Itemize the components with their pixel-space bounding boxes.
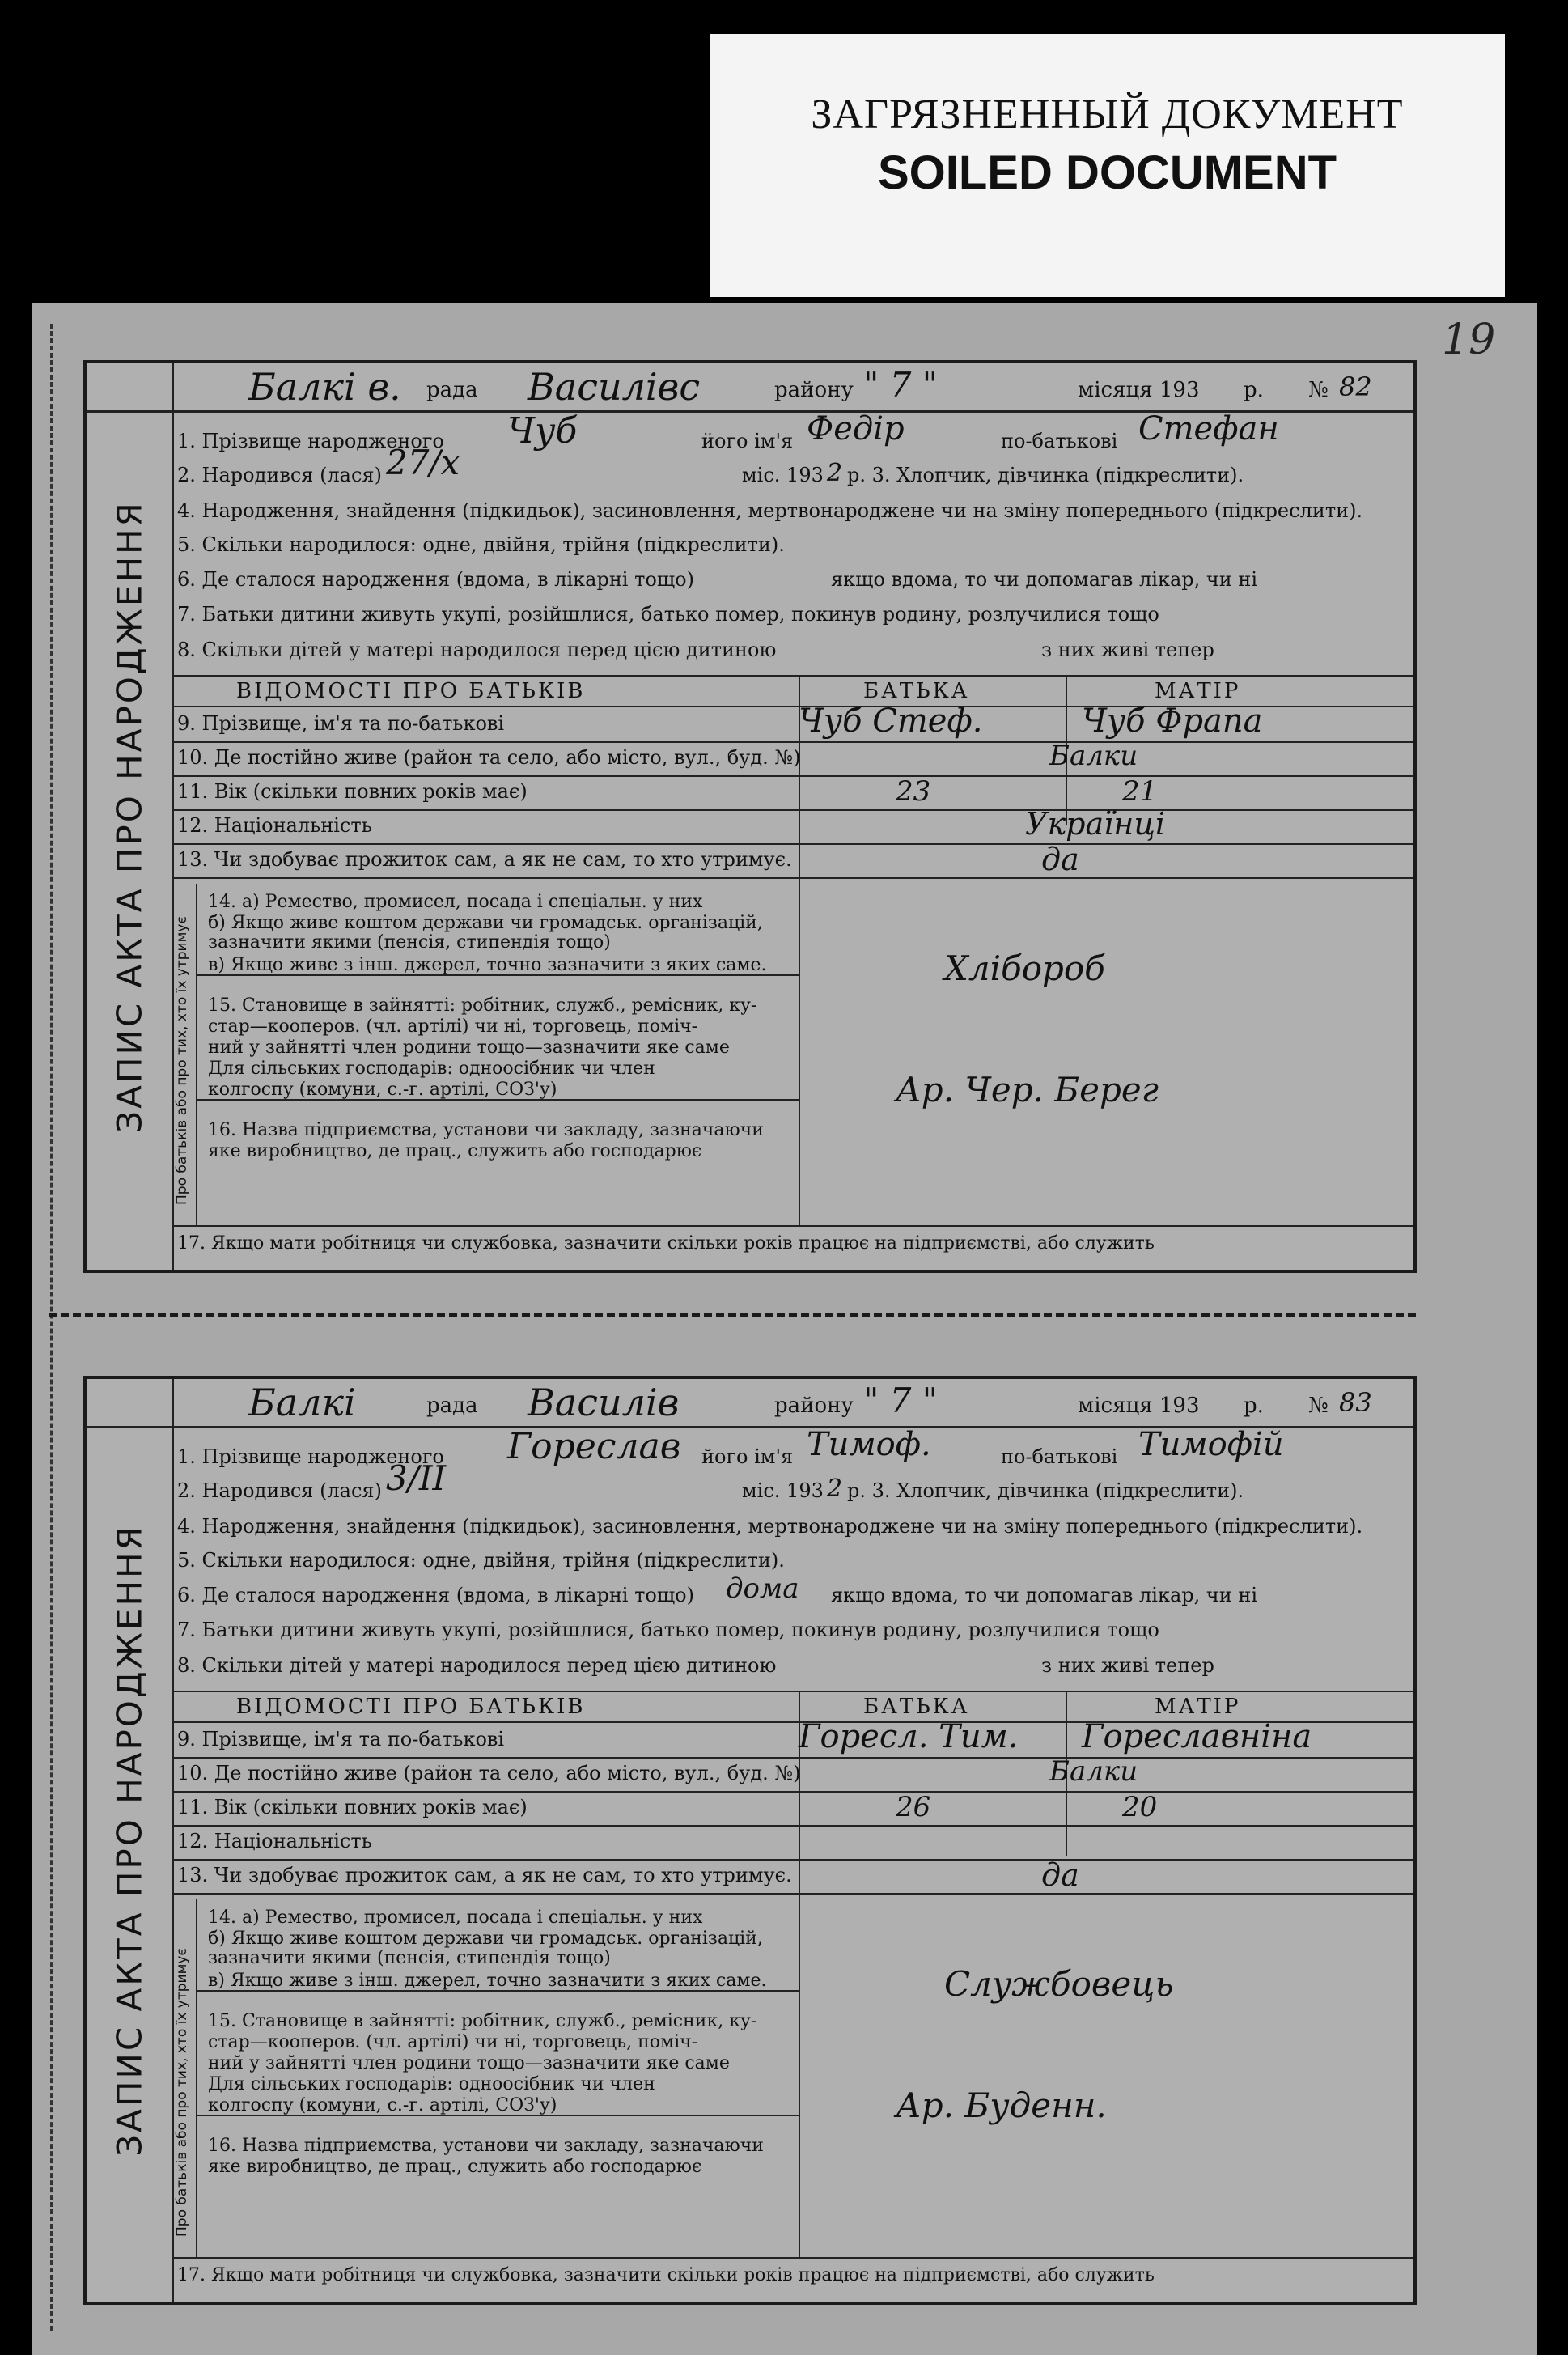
page-number: 19 [1442,316,1496,364]
l16b-label: яке виробництво, де прац., служить або господарює [208,2157,702,2177]
patronymic-value: Тимофій [1138,1426,1284,1463]
side-title-text: ЗАПИС АКТА ПРО НАРОДЖЕННЯ [109,500,149,1133]
l15c-label: ний у зайнятті член родини тощо—зазначити яке саме [208,2053,730,2073]
line-2-label: 2. Народився (лася) [177,464,382,486]
line-17-rule [172,2257,1413,2259]
patronymic-value: Стефан [1138,410,1279,448]
line-6-doctor-label: якщо вдома, то чи допомагав лікар, чи ні [831,568,1258,591]
subside-rule [196,1899,197,2257]
table-top-rule [172,1691,1413,1692]
row-13-rule [172,1893,1413,1895]
line-1-patronymic-label: по-батькові [1001,430,1118,452]
rada-label: рада [426,1394,478,1418]
row-11-label: 11. Вік (скільки повних років має) [177,780,528,803]
raion-number-value: " 7 " [863,1381,939,1420]
birth-record-form-2 [83,1376,1417,2305]
parents-info-header: ВІДОМОСТІ ПРО БАТЬКІВ [236,679,586,703]
row-9-rule [172,1757,1413,1759]
l15a-label: 15. Становище в зайнятті: робітник, служб., ремісник, ку- [208,995,757,1016]
record-number-value: 83 [1339,1387,1372,1418]
raion-label: району [774,1394,854,1418]
l15c-label: ний у зайнятті член родини тощо—зазначити яке саме [208,1037,730,1058]
line-1-name-label: його ім'я [701,1445,794,1468]
row-11-rule [172,809,1413,811]
row-11-label: 11. Вік (скільки повних років має) [177,1796,528,1818]
l14b2-label: зазначити якими (пенсія, стипендія тощо) [208,1948,611,1968]
row-12-rule [172,843,1413,845]
l15a-label: 15. Становище в зайнятті: робітник, служб., ремісник, ку- [208,2011,757,2031]
raion-label: району [774,378,854,402]
line-1-name-label: його ім'я [701,430,794,452]
district-value: Василів [528,1381,680,1424]
line-1-label: 1. Прізвище народженого [177,1445,444,1468]
l15e-label: колгоспу (комуни, с.-г. артілі, СОЗ'у) [208,2095,557,2115]
row-9-label: 9. Прізвище, ім'я та по-батькові [177,1728,505,1750]
line-8-alive-label: з них живі тепер [1041,1654,1214,1677]
line-2-month-label: міс. 193 [742,1479,824,1502]
line-7-label: 7. Батьки дитини живуть укупі, розійшлися, батько помер, покинув родину, розлучилися тощо [177,1619,1159,1641]
cut-line [49,1313,1416,1317]
r-label: р. [1244,378,1264,402]
fold-line-vertical [50,324,53,2331]
l14b-label: б) Якщо живе коштом держави чи громадськ. організацій, [208,913,763,933]
r-label: р. [1244,1394,1264,1418]
line-8-label: 8. Скільки дітей у матері народилося перед цією дитиною [177,639,777,661]
surname-value: Гореслав [507,1426,681,1467]
parents-info-header: ВІДОМОСТІ ПРО БАТЬКІВ [236,1695,586,1719]
district-value: Василівс [528,365,701,409]
row-10-rule [172,1791,1413,1793]
number-label: № [1308,378,1329,402]
line-6-doctor-label: якщо вдома, то чи допомагав лікар, чи ні [831,1584,1258,1606]
l16a-label: 16. Назва підприємства, установи чи закладу, зазначаючи [208,2136,764,2156]
line-1-label: 1. Прізвище народженого [177,430,444,452]
subside-text: Про батьків або про тих, хто їх утримує [174,916,190,1205]
line-6-label: 6. Де сталося народження (вдома, в лікарні тощо) [177,1584,694,1606]
occupation-value: Хлібороб [944,948,1105,988]
row-12-label: 12. Національність [177,1830,372,1852]
mother-name-value: Гореславніна [1082,1718,1312,1755]
raion-number-value: " 7 " [863,365,939,405]
line-2-label: 2. Народився (лася) [177,1479,382,1502]
side-title [87,363,174,1270]
line-2-month-label: міс. 193 [742,464,824,486]
record-number-value: 82 [1339,371,1372,402]
birth-year-digit: 2 [827,459,843,487]
enterprise-value: Ар. Буденн. [896,2086,1107,2125]
l15d-label: Для сільських господарів: одноосібник чи член [208,2074,655,2094]
subside-text: Про батьків або про тих, хто їх утримує [174,1948,190,2237]
number-label: № [1308,1394,1329,1418]
occupation-rule [196,974,799,976]
father-name-value: Горесл. Тим. [799,1718,1019,1755]
line-17-rule [172,1225,1413,1227]
side-title-text: ЗАПИС АКТА ПРО НАРОДЖЕННЯ [109,1524,149,2157]
residence-value: Балки [1049,740,1138,772]
mother-age-value: 20 [1122,1791,1158,1823]
month-label: місяця 193 [1078,378,1200,402]
occupation-value: Службовець [944,1964,1174,2004]
l14a-label: 14. а) Ремество, промисел, посада і спеціальн. у них [208,1907,703,1928]
birth-day-value: 27/х [386,443,460,482]
line-7-label: 7. Батьки дитини живуть укупі, розійшлися, батько помер, покинув родину, розлучилися тощо [177,603,1159,626]
row-12-rule [172,1859,1413,1861]
side-title [87,1379,174,2302]
row-13-label: 13. Чи здобуває прожиток сам, а як не сам, то хто утримує. [177,848,792,871]
l16b-label: яке виробництво, де прац., служить або господарює [208,1141,702,1161]
line-4-label: 4. Народження, знайдення (підкидьок), засиновлення, мертвонароджене чи на зміну попереднього (підкреслити). [177,499,1363,522]
row-13-rule [172,877,1413,879]
month-label: місяця 193 [1078,1394,1200,1418]
village-value: Балкі в. [248,365,401,409]
enterprise-value: Ар. Чер. Берег [896,1070,1159,1110]
birth-year-digit: 2 [827,1475,843,1503]
row-9-rule [172,741,1413,743]
line-17-label: 17. Якщо мати робітниця чи службовка, зазначити скільки років працює на підприємстві, або служить [177,2265,1155,2285]
l16a-label: 16. Назва підприємства, установи чи закладу, зазначаючи [208,1120,764,1140]
birth-place-value: дома [726,1572,799,1605]
father-col-header: БАТЬКА [863,1695,970,1719]
birth-record-form-1 [83,360,1417,1273]
mother-name-value: Чуб Фрапа [1082,702,1263,740]
father-age-value: 23 [896,775,931,808]
l14c-label: в) Якщо живе з інш. джерел, точно зазначити з яких саме. [208,955,767,975]
l15b-label: стар—кооперов. (чл. артілі) чи ні, торговець, поміч- [208,2032,698,2052]
line-6-label: 6. Де сталося народження (вдома, в лікарні тощо) [177,568,694,591]
row-10-rule [172,775,1413,777]
occupation-rule [196,1990,799,1992]
status-rule [196,2115,799,2116]
birth-day-value: 3/ІІ [386,1458,447,1498]
supports-value: да [1041,842,1079,877]
row-9-label: 9. Прізвище, ім'я та по-батькові [177,712,505,735]
subside-rule [196,884,197,1225]
l14b-label: б) Якщо живе коштом держави чи громадськ. організацій, [208,1929,763,1949]
stamp-ru: ЗАГРЯЗНЕННЫЙ ДОКУМЕНТ [811,91,1404,138]
father-name-value: Чуб Стеф. [799,702,983,740]
nationality-value: Українці [1025,806,1165,842]
line-17-label: 17. Якщо мати робітниця чи службовка, зазначити скільки років працює на підприємстві, або служить [177,1233,1155,1254]
supports-value: да [1041,1857,1079,1893]
form-header [87,1379,1413,1428]
residence-value: Балки [1049,1755,1138,1788]
row-12-label: 12. Національність [177,814,372,837]
mother-col-header: МАТІР [1155,679,1241,703]
l15d-label: Для сільських господарів: одноосібник чи член [208,1059,655,1079]
rada-label: рада [426,378,478,402]
given-name-value: Тимоф. [807,1426,931,1463]
line-1-patronymic-label: по-батькові [1001,1445,1118,1468]
line-8-alive-label: з них живі тепер [1041,639,1214,661]
row-10-label: 10. Де постійно живе (район та село, або місто, вул., буд. №) [177,1762,801,1784]
father-age-value: 26 [896,1791,931,1823]
row-10-label: 10. Де постійно живе (район та село, або місто, вул., буд. №) [177,746,801,769]
village-value: Балкі [248,1381,356,1424]
l15e-label: колгоспу (комуни, с.-г. артілі, СОЗ'у) [208,1080,557,1100]
row-11-rule [172,1825,1413,1827]
form-header [87,363,1413,413]
surname-value: Чуб [507,410,578,452]
mother-col-header: МАТІР [1155,1695,1241,1719]
line-8-label: 8. Скільки дітей у матері народилося перед цією дитиною [177,1654,777,1677]
line-5-label: 5. Скільки народилося: одне, двійня, трійня (підкреслити). [177,1549,785,1572]
line-4-label: 4. Народження, знайдення (підкидьок), засиновлення, мертвонароджене чи на зміну попереднього (підкреслити). [177,1515,1363,1538]
l14c-label: в) Якщо живе з інш. джерел, точно зазначити з яких саме. [208,1971,767,1991]
stamp-en: SOILED DOCUMENT [877,146,1337,199]
l14b2-label: зазначити якими (пенсія, стипендія тощо) [208,932,611,953]
given-name-value: Федір [807,410,905,448]
mother-age-value: 21 [1122,775,1158,808]
row-13-label: 13. Чи здобуває прожиток сам, а як не сам, то хто утримує. [177,1864,792,1886]
l15b-label: стар—кооперов. (чл. артілі) чи ні, торговець, поміч- [208,1016,698,1037]
status-rule [196,1099,799,1101]
line-2-gender-label: р. 3. Хлопчик, дівчинка (підкреслити). [847,464,1244,486]
l14a-label: 14. а) Ремество, промисел, посада і спеціальн. у них [208,892,703,912]
soiled-document-stamp [710,34,1505,297]
father-col-header: БАТЬКА [863,679,970,703]
table-top-rule [172,675,1413,677]
line-2-gender-label: р. 3. Хлопчик, дівчинка (підкреслити). [847,1479,1244,1502]
line-5-label: 5. Скільки народилося: одне, двійня, трійня (підкреслити). [177,533,785,556]
